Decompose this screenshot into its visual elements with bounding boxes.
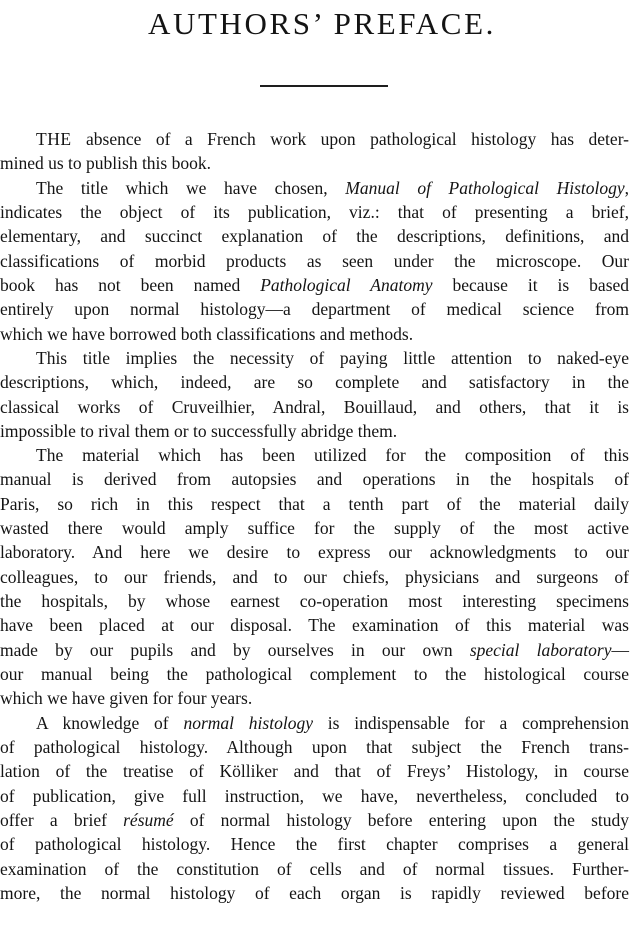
text-run: absence of a French work upon pathological histology has deter- (71, 129, 629, 149)
text-run: offer a brief (0, 809, 124, 830)
text-run: colleagues, to our friends, and to our chiefs, physicians and surgeons of (0, 566, 629, 587)
text-run: descriptions, which, indeed, are so complete and satisfactory in the (0, 372, 629, 393)
text-run: indicates the object of its publication, viz.: that of presenting a brief, (0, 201, 629, 222)
text-run: The title which we have chosen, (36, 177, 346, 198)
text-run: book has not been named (0, 274, 261, 295)
text-run: of publication, give full instruction, we have, nevertheless, concluded to (0, 785, 629, 806)
text-run: is indispensable for a comprehension (312, 712, 629, 733)
text-run: — (611, 639, 629, 660)
text-line (0, 419, 629, 443)
text-line (0, 370, 629, 394)
italic-text: Manual of Pathological Histology (345, 177, 625, 198)
text-line (0, 249, 629, 273)
text-run: entirely upon normal histology—a department of medical science from (0, 299, 629, 320)
text-line (0, 784, 629, 808)
text-line (0, 589, 629, 613)
text-run: THE (36, 129, 72, 149)
text-run: because it is based (432, 274, 630, 295)
text-line (0, 686, 629, 710)
text-run: have been placed at our disposal. The examination of this material was (0, 615, 629, 636)
text-run: made by our pupils and by ourselves in our own (0, 639, 470, 660)
text-line (0, 540, 629, 564)
text-line (0, 395, 629, 419)
text-line (0, 516, 629, 540)
text-line (0, 492, 629, 516)
text-line (0, 881, 629, 905)
text-line (0, 857, 629, 881)
text-line (0, 565, 629, 589)
text-run: elementary, and succinct explanation of the descriptions, definitions, and (0, 226, 629, 247)
text-line (0, 273, 629, 297)
text-line (0, 735, 629, 759)
text-line (0, 151, 629, 175)
text-line (36, 443, 629, 467)
text-run: classifications of morbid products as seen under the microscope. Our (0, 250, 629, 271)
text-line (36, 711, 629, 735)
text-run: lation of the treatise of Kölliker and that of Freys’ Histology, in course (0, 761, 629, 782)
text-line (0, 759, 629, 783)
italic-text: Pathological Anatomy (260, 274, 433, 295)
text-run: our manual being the pathological complement to the histological course (0, 664, 629, 685)
italic-text: résumé (123, 809, 174, 830)
text-run: classical works of Cruveilhier, Andral, Bouillaud, and others, that it is (0, 396, 629, 417)
text-run: This title implies the necessity of paying little attention to naked-eye (36, 347, 629, 368)
text-line (0, 613, 629, 637)
text-run: more, the normal histology of each organ is rapidly reviewed before (0, 882, 629, 903)
text-line (0, 832, 629, 856)
text-line (0, 200, 629, 224)
text-line (0, 808, 629, 832)
title-divider (260, 85, 388, 87)
text-line (0, 467, 629, 491)
text-run: of normal histology before entering upon the study (173, 809, 629, 830)
text-run: The material which has been utilized for the composition of this (36, 445, 629, 466)
text-line (36, 346, 629, 370)
text-run: the hospitals, by whose earnest co-operation most interesting specimens (0, 591, 629, 612)
text-line (0, 297, 629, 321)
text-line (36, 176, 629, 200)
text-run: which we have given for four years. (0, 688, 253, 709)
text-line (0, 322, 629, 346)
text-run: , (624, 177, 629, 198)
text-run: which we have borrowed both classifications and methods. (0, 323, 414, 344)
text-run: manual is derived from autopsies and operations in the hospitals of (0, 469, 629, 490)
text-run: laboratory. And here we desire to express our acknowledgments to our (0, 542, 629, 563)
text-run: of pathological histology. Although upon that subject the French trans- (0, 737, 629, 757)
text-line (0, 224, 629, 248)
italic-text: special laboratory (469, 639, 612, 660)
page-title: AUTHORS’ PREFACE. (148, 6, 496, 41)
text-line (36, 127, 629, 151)
text-run: wasted there would amply suffice for the supply of the most active (0, 518, 629, 539)
text-run: examination of the constitution of cells and of normal tissues. Further- (0, 858, 629, 879)
text-run: A knowledge of (36, 712, 184, 733)
text-line (0, 662, 629, 686)
text-run: Paris, so rich in this respect that a tenth part of the material daily (0, 493, 629, 514)
text-line (0, 638, 629, 662)
text-run: of pathological histology. Hence the first chapter comprises a general (0, 834, 629, 855)
text-run: impossible to rival them or to successfully abridge them. (0, 420, 398, 441)
italic-text: normal histology (183, 712, 313, 733)
text-run: mined us to publish this book. (0, 153, 211, 174)
